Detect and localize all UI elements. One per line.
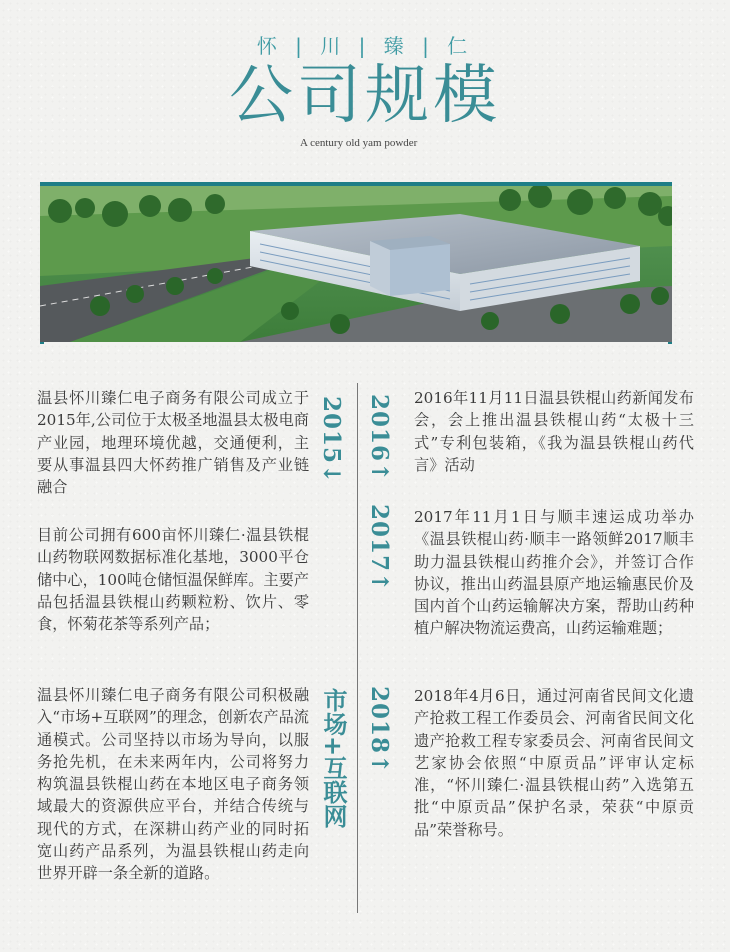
page-title: 公司规模 xyxy=(229,59,501,133)
event-2016-paragraph: 2016年11月11日温县铁棍山药新闻发布会，会上推出温县铁棍山药“太极十三式”专利包装箱，《我为温县铁棍山药代言》活动 xyxy=(414,389,694,474)
company-strategy-paragraph: 温县怀川臻仁电子商务有限公司积极融入“市场+互联网”的理念，创新农产品流通模式。公司坚持以市场为导向，以服务抢先机，在未来两年内，公司将努力构筑温县铁棍山药在本地区电子商务领域最大的资源供应平台，并结合传统与现代的方式，在深耕山药产业的同时拓宽山药产品系列，为温县铁棍山药走向世界开辟一条全新的道路。 xyxy=(37,686,309,883)
year-2016: 2016↑ xyxy=(366,394,393,483)
market-internet-label: 市场+互联网 xyxy=(319,688,347,829)
factory-photo xyxy=(40,186,672,342)
event-2017-paragraph: 2017年11月1日与顺丰速运成功举办《温县铁棍山药·顺丰一路领鲜2017顺丰助力温县铁棍山药推介会》，并签订合作协议，推出山药温县原产地运输惠民价及国内首个山药运输解决方案，帮助山药种植户解决物流运费高，山药运输难题； xyxy=(414,508,694,638)
company-assets-paragraph: 目前公司拥有600亩怀川臻仁·温县铁棍山药物联网数据标准化基地，3000平仓储中心，100吨仓储恒温保鲜库。主要产品包括温县铁棍山药颗粒粉、饮片、零食，怀菊花茶等系列产品； xyxy=(37,526,309,634)
subtitle: A century old yam powder xyxy=(300,137,418,149)
timeline-divider xyxy=(357,383,358,913)
event-2018-paragraph: 2018年4月6日，通过河南省民间文化遗产抢救工程工作委员会、河南省民间文化遗产抢救工程专家委员会、河南省民间文艺家协会依照“中原贡品”评审认定标准，“怀川臻仁·温县铁棍山药”入选第五批“中原贡品”保护名录，荣获“中原贡品”荣誉称号。 xyxy=(414,687,694,839)
company-intro-paragraph: 温县怀川臻仁电子商务有限公司成立于2015年,公司位于太极圣地温县太极电商产业园，地理环境优越，交通便利，主要从事温县四大怀药推广销售及产业链融合 xyxy=(37,389,309,497)
year-2018: 2018↑ xyxy=(366,686,393,775)
year-2015: 2015↓ xyxy=(318,396,345,485)
tagline: 怀 | 川 | 臻 | 仁 xyxy=(256,34,474,58)
year-2017: 2017↑ xyxy=(366,504,393,593)
